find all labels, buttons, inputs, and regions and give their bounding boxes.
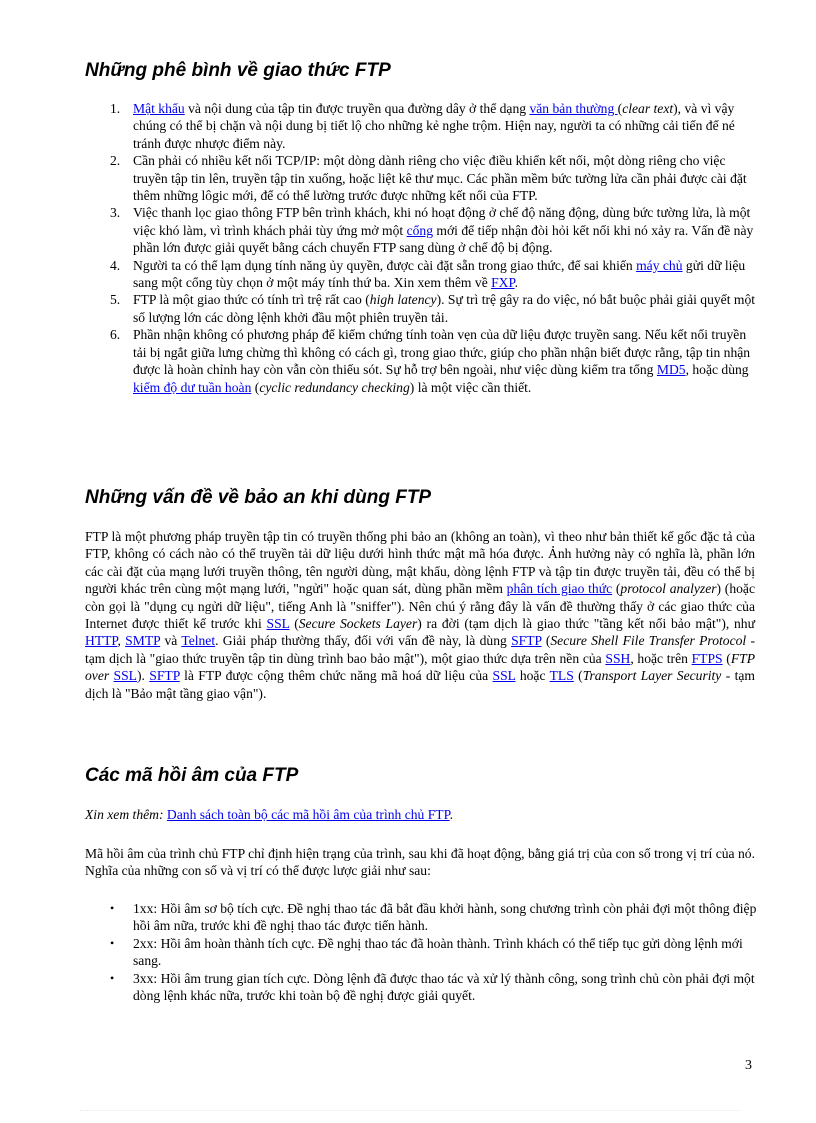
link-smtp[interactable]: SMTP	[125, 633, 161, 649]
link-ssl[interactable]: SSL	[266, 616, 290, 632]
link-sftp-2[interactable]: SFTP	[149, 668, 180, 684]
list-item: 1. Mật khẩu và nội dung của tập tin được truyền qua đường dây ở thể dạng văn bản thường (clear text), và vì vậy chúng có thể bị chặn và nội dung bị tiết lộ cho những kẻ nghe trộm. Hiện nay, người ta có những cải tiến để né tránh được nhược điểm này.	[110, 101, 735, 151]
link-sftp[interactable]: SFTP	[511, 633, 542, 649]
link-md5[interactable]: MD5	[656, 362, 686, 378]
link-cong[interactable]: cổng	[406, 222, 433, 238]
section-heading-security: Những vấn đề về bảo an khi dùng FTP	[85, 487, 432, 508]
list-item: • 2xx: Hồi âm hoàn thành tích cực. Đề nghị thao tác đã hoàn thành. Trình khách có thể tiếp tục gửi dòng lệnh mới sang.	[110, 935, 743, 969]
list-item: 2. Cần phải có nhiều kết nối TCP/IP: một dòng dành riêng cho việc điều khiển kết nối, một dòng riêng cho việc truyền tập tin lên, truyền tập tin xuống, hoặc liệt kê thư mục. Các phần mềm bức tường lửa cần phải được cài đặt thêm những lôgic mới, để có thể lường trước được những kết nối của FTP.	[110, 153, 747, 204]
see-also-line: Xin xem thêm: Danh sách toàn bộ các mã hồi âm của trình chủ FTP.	[85, 807, 454, 822]
link-van-ban-thuong[interactable]: văn bản thường	[529, 101, 618, 116]
list-item: 3. Việc thanh lọc giao thông FTP bên trình khách, khi nó hoạt động ở chế độ năng động, dùng bức tường lửa, là một việc khó làm, vì trình khách phải tùy ứng mở một cổng mới để tiếp nhận đòi hỏi kết nối khi nó xảy ra. Vấn đề này phần lớn được giải quyết bằng cách chuyển FTP sang dùng ở chế độ bị động.	[110, 205, 754, 256]
link-ftps[interactable]: FTPS	[691, 650, 723, 666]
link-fxp[interactable]: FXP	[491, 275, 515, 291]
section-heading-critique: Những phê bình về giao thức FTP	[85, 60, 391, 81]
link-telnet[interactable]: Telnet	[181, 633, 216, 649]
page-number: 3	[745, 1058, 752, 1073]
link-may-chu[interactable]: máy chủ	[636, 257, 683, 273]
section-heading-reply-codes: Các mã hồi âm của FTP	[85, 765, 299, 786]
list-item: 4. Người ta có thể lạm dụng tính năng ủy quyền, được cài đặt sẵn trong giao thức, để sai khiến máy chủ gửi dữ liệu sang một cổng tùy chọn ở một máy tính thứ ba. Xin xem thêm về FXP.	[110, 257, 746, 291]
link-mat-khau[interactable]: Mật khẩu	[133, 101, 185, 116]
bullet-icon: •	[110, 970, 115, 985]
list-item: • 3xx: Hồi âm trung gian tích cực. Dòng lệnh đã được thao tác và xử lý thành công, song trình chủ còn phải đợi một dòng lệnh khác nữa, trước khi toàn bộ đề nghị được giải quyết.	[110, 970, 755, 1004]
link-tls[interactable]: TLS	[549, 668, 574, 684]
link-reply-code-list[interactable]: Danh sách toàn bộ các mã hồi âm của trình chủ FTP	[166, 807, 450, 822]
list-item: 6. Phần nhận không có phương pháp để kiểm chứng tính toàn vẹn của dữ liệu được truyền sang. Nếu kết nối truyền tải bị ngắt giữa lưng chừng thì không có cách gì, trong giao thức, giúp cho phần nhận biết được rằng, tập tin nhận được là hoàn chỉnh hay còn vẫn còn thiếu sót. Sự hỗ trợ bên ngoài, như việc dùng kiểm tra tổng MD5, hoặc dùng kiểm độ dư tuần hoàn (cyclic redundancy checking) là một việc cần thiết.	[110, 327, 751, 395]
link-phan-tich-giao-thuc[interactable]: phân tích giao thức	[506, 581, 613, 597]
link-http[interactable]: HTTP	[85, 633, 118, 649]
link-ssh[interactable]: SSH	[605, 650, 631, 666]
link-ssl-2[interactable]: SSL	[113, 668, 137, 684]
list-item: • 1xx: Hồi âm sơ bộ tích cực. Đề nghị thao tác đã bắt đầu khởi hành, song chương trình còn phải đợi một thông điệp hồi âm nữa, trước khi đề nghị thao tác được tiến hành.	[110, 901, 757, 934]
bullet-icon: •	[110, 901, 115, 915]
list-item: 5. FTP là một giao thức có tính trì trệ rất cao (high latency). Sự trì trệ gây ra do việc, nó bắt buộc phải giải quyết một số lượng lớn các dòng lệnh khởi đầu một phiên truyền tải.	[110, 292, 756, 325]
link-kiem-do-du[interactable]: kiểm độ dư tuần hoàn	[133, 379, 252, 395]
security-paragraph: FTP là một phương pháp truyền tập tin có truyền thống phi bảo an (không an toàn), vì theo như bản thiết kế gốc đặc tả của FTP, không có cách nào có thể truyền tải dữ liệu dưới hình thức mật mã hóa được. Ảnh hưởng này có nghĩa là, phần lớn các cài đặt của mạng lưới truyền thông, tên người dùng, mật khẩu, dòng lệnh FTP và tập tin được truyền tải, đều có thể bị người khác trên cùng một mạng lưới, "ngửi" hoặc quan sát, dùng phần mềm phân tích giao thức (protocol analyzer) (hoặc còn gọi là "dụng cụ ngửi dữ liệu", tiếng Anh là "sniffer"). Nên chú ý rằng đây là vấn đề thường thấy ở các giao thức của Internet được thiết kế trước khi SSL (Secure Sockets Layer) ra đời (tạm dịch là giao thức "tầng kết nối bảo mật"), như HTTP, SMTP và Telnet. Giải pháp thường thấy, đối với vấn đề này, là dùng SFTP (Secure Shell File Transfer Protocol - tạm dịch là "giao thức truyền tập tin dùng trình bao bảo mật"), một giao thức dựa trên nền của SSH, hoặc trên FTPS (FTP over SSL). SFTP là FTP được cộng thêm chức năng mã hoá dữ liệu của SSL hoặc TLS (Transport Layer Security - tạm dịch là "Bảo mật tầng giao vận").	[85, 529, 756, 701]
reply-code-list	[85, 900, 757, 1004]
footer-divider	[80, 1110, 740, 1111]
link-ssl-3[interactable]: SSL	[492, 668, 516, 684]
critique-list	[85, 100, 757, 396]
reply-codes-intro: Mã hồi âm của trình chủ FTP chỉ định hiện trạng của trình, sau khi đã hoạt động, bằng giá trị của con số trong vị trí của nó. Nghĩa của những con số và vị trí có thể được lược giải như sau:	[85, 846, 755, 879]
bullet-icon: •	[110, 935, 115, 950]
